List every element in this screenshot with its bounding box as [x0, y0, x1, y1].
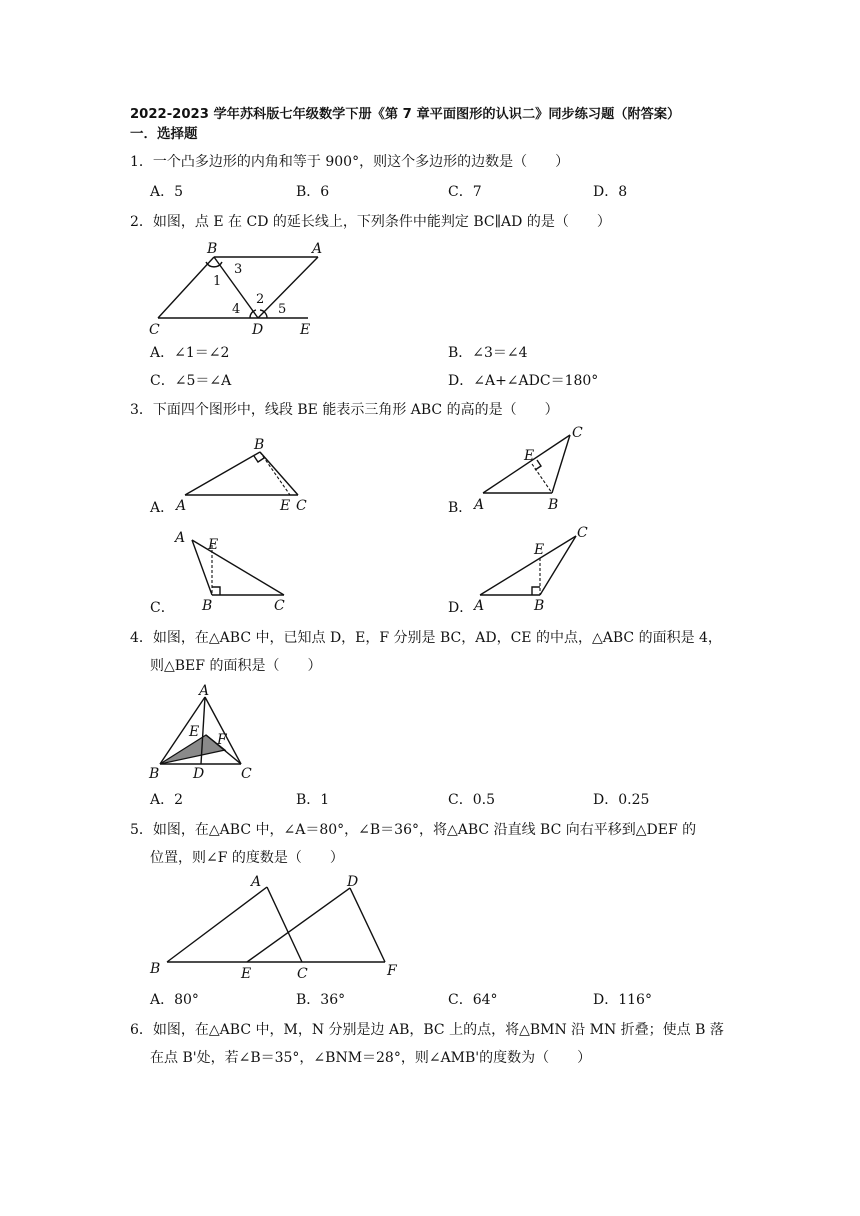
question-1-stem: 1．一个凸多边形的内角和等于 900°，则这个多边形的边数是（ ） [130, 154, 570, 170]
q4-option-b: B．1 [296, 792, 330, 808]
q3c-label-b: B [202, 598, 213, 614]
q1-option-b: B．6 [296, 184, 330, 200]
q1-option-a: A．5 [150, 184, 184, 200]
q1-option-d: D．8 [593, 184, 628, 200]
q3b-label-c: C [572, 425, 583, 441]
q3b-label-e: E [524, 448, 535, 464]
q2-option-d: D．∠A+∠ADC＝180° [448, 373, 599, 389]
q3b-label-b: B [548, 497, 559, 513]
q5-label-a: A [251, 874, 262, 890]
q5-option-c: C．64° [448, 992, 498, 1008]
q4-label-f: F [217, 732, 227, 748]
q3-figure-d [470, 520, 600, 614]
q2-label-a: A [312, 241, 323, 257]
q2-label-4: 4 [232, 302, 241, 317]
q3-option-d: D． [448, 600, 474, 616]
q2-label-1: 1 [213, 274, 222, 289]
section-heading: 一．选择题 [130, 126, 198, 142]
question-2-stem: 2．如图，点 E 在 CD 的延长线上，下列条件中能判定 BC∥AD 的是（ ） [130, 214, 611, 230]
q3c-label-a: A [175, 530, 186, 546]
q2-label-e: E [300, 322, 311, 338]
q5-label-c: C [297, 966, 308, 982]
q5-figure [145, 872, 405, 984]
q3c-label-c: C [274, 598, 285, 614]
question-6-stem-line2: 在点 B'处，若∠B＝35°，∠BNM＝28°，则∠AMB'的度数为（ ） [150, 1050, 592, 1066]
q5-option-b: B．36° [296, 992, 346, 1008]
q4-label-d: D [193, 766, 205, 782]
q5-label-f: F [387, 963, 397, 979]
q1-option-c: C．7 [448, 184, 482, 200]
q3c-label-e: E [208, 537, 219, 553]
q2-label-c: C [149, 322, 160, 338]
q4-option-d: D．0.25 [593, 792, 650, 808]
q5-label-e: E [241, 966, 252, 982]
q3-option-c: C． [150, 600, 175, 616]
q4-label-b: B [149, 766, 160, 782]
question-6-stem-line1: 6．如图，在△ABC 中，M，N 分别是边 AB，BC 上的点，将△BMN 沿 MN 折叠；使点 B 落 [130, 1022, 724, 1038]
q4-label-e: E [189, 724, 200, 740]
q2-label-3: 3 [234, 262, 243, 277]
q3-figure-b [470, 425, 600, 515]
question-3-stem: 3．下面四个图形中，线段 BE 能表示三角形 ABC 的高的是（ ） [130, 402, 559, 418]
q3d-label-e: E [534, 542, 545, 558]
question-5-stem-line1: 5．如图，在△ABC 中，∠A＝80°，∠B＝36°，将△ABC 沿直线 BC 向右平移到△DEF 的 [130, 822, 697, 838]
q3d-label-c: C [577, 525, 588, 541]
q3-option-b: B． [448, 500, 473, 516]
question-4-stem-line1: 4．如图，在△ABC 中，已知点 D，E，F 分别是 BC，AD，CE 的中点，△ABC 的面积是 4， [130, 630, 722, 646]
q3b-label-a: A [474, 497, 485, 513]
q2-figure [140, 238, 323, 338]
q3-figure-c [172, 528, 302, 614]
q3d-label-b: B [534, 598, 545, 614]
q4-figure [145, 685, 265, 785]
q5-option-a: A．80° [150, 992, 199, 1008]
document-title: 2022-2023 学年苏科版七年级数学下册《第 7 章平面图形的认识二》同步练习题（附答案） [130, 107, 681, 122]
q3a-label-a: A [176, 498, 187, 514]
q2-label-d: D [252, 322, 264, 338]
q4-option-c: C．0.5 [448, 792, 495, 808]
q2-option-b: B．∠3＝∠4 [448, 345, 528, 361]
q4-label-c: C [241, 766, 252, 782]
q3d-label-a: A [474, 598, 485, 614]
q3a-label-e: E [280, 498, 291, 514]
q2-option-a: A．∠1＝∠2 [150, 345, 230, 361]
q3-option-a: A． [150, 500, 175, 516]
q5-label-b: B [150, 961, 161, 977]
q4-option-a: A．2 [150, 792, 184, 808]
q2-label-2: 2 [256, 292, 265, 307]
q3a-label-b: B [254, 437, 265, 453]
q5-label-d: D [347, 874, 359, 890]
q3-figure-a [170, 435, 320, 515]
q2-label-5: 5 [278, 302, 287, 317]
q2-label-b: B [207, 241, 218, 257]
q4-label-a: A [199, 683, 210, 699]
q3a-label-c: C [296, 498, 307, 514]
q5-option-d: D．116° [593, 992, 652, 1008]
question-5-stem-line2: 位置，则∠F 的度数是（ ） [150, 850, 344, 866]
question-4-stem-line2: 则△BEF 的面积是（ ） [150, 658, 322, 674]
q2-option-c: C．∠5＝∠A [150, 373, 232, 389]
